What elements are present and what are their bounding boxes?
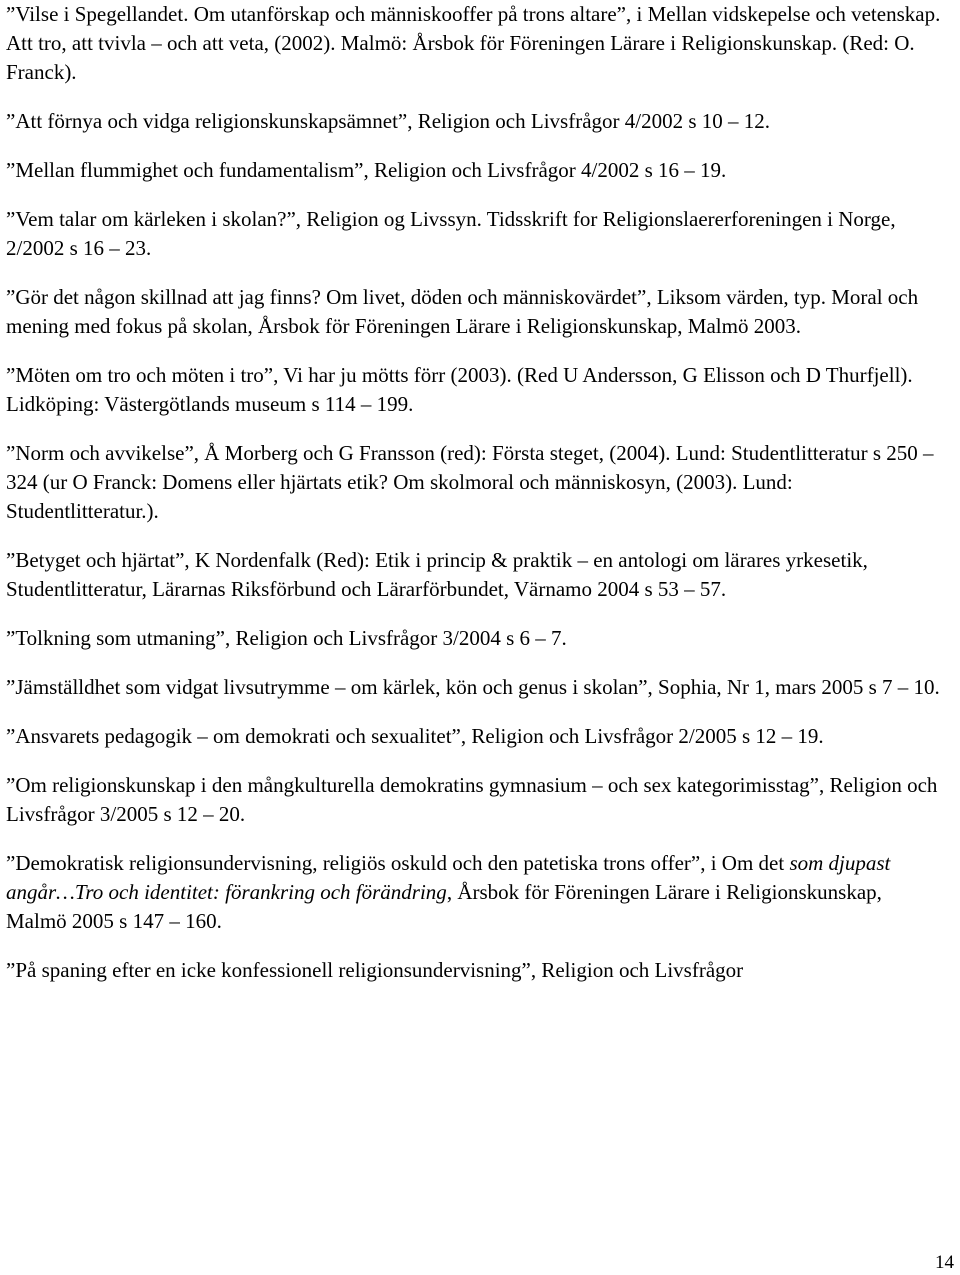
reference-entry-12: ”Om religionskunskap i den mångkulturella demokratins gymnasium – och sex kategorimisstag”, Religion och Livsfrågor 3/2005 s 12 – 20.: [6, 773, 938, 826]
reference-entry-4: ”Vem talar om kärleken i skolan?”, Religion og Livssyn. Tidsskrift for Religionslaererforeningen i Norge, 2/2002 s 16 – 23.: [6, 207, 896, 260]
reference-entry-13-tail: , Årsbok för Föreningen Lärare i Religionskunskap, Malmö 2005 s 147 – 160.: [6, 880, 882, 933]
reference-entry-13-lead: ”Demokratisk religionsundervisning, religiös oskuld och den patetiska trons offer”, i Om det: [6, 851, 790, 875]
reference-entry-6: ”Möten om tro och möten i tro”, Vi har ju mötts förr (2003). (Red U Andersson, G Elisson och D Thurfjell). Lidköping: Västergötlands museum s 114 – 199.: [6, 363, 913, 416]
reference-entry-3: ”Mellan flummighet och fundamentalism”, Religion och Livsfrågor 4/2002 s 16 – 19.: [6, 158, 727, 182]
reference-entry-1: ”Vilse i Spegellandet. Om utanförskap och människooffer på trons altare”, i Mellan vidskepelse och vetenskap. Att tro, att tvivla – och att veta, (2002). Malmö: Årsbok för Föreningen Lärare i Religionskunskap. (Red: O. Franck).: [6, 2, 941, 84]
reference-entry-7: ”Norm och avvikelse”, Å Morberg och G Fransson (red): Första steget, (2004). Lund: Studentlitteratur s 250 – 324 (ur O Franck: Domens eller hjärtats etik? Om skolmoral och människosyn, (2003). Lund: Studentlitteratur.).: [6, 441, 934, 523]
reference-entry-2: ”Att förnya och vidga religionskunskapsämnet”, Religion och Livsfrågor 4/2002 s 10 – 12.: [6, 109, 771, 133]
reference-entry-5: ”Gör det någon skillnad att jag finns? Om livet, döden och människovärdet”, Liksom värden, typ. Moral och mening med fokus på skolan, Årsbok för Föreningen Lärare i Religionskunskap, Malmö 2003.: [6, 285, 919, 338]
reference-entry-8: ”Betyget och hjärtat”, K Nordenfalk (Red): Etik i princip & praktik – en antologi om lärares yrkesetik, Studentlitteratur, Lärarnas Riksförbund och Lärarförbundet, Värnamo 2004 s 53 – 57.: [6, 548, 868, 601]
reference-entry-9: ”Tolkning som utmaning”, Religion och Livsfrågor 3/2004 s 6 – 7.: [6, 626, 567, 650]
reference-entry-10: ”Jämställdhet som vidgat livsutrymme – om kärlek, kön och genus i skolan”, Sophia, Nr 1, mars 2005 s 7 – 10.: [6, 675, 940, 699]
reference-entry-11: ”Ansvarets pedagogik – om demokrati och sexualitet”, Religion och Livsfrågor 2/2005 s 12 – 19.: [6, 724, 824, 748]
reference-list: [6, 0, 946, 1005]
page-number: 14: [935, 1252, 954, 1273]
reference-entry-13: [6, 849, 946, 936]
reference-entry-13-italic-title: som djupast angår…Tro och identitet: förankring och förändring: [6, 851, 891, 904]
reference-entry-14: ”På spaning efter en icke konfessionell religionsundervisning”, Religion och Livsfrågor: [6, 958, 744, 982]
